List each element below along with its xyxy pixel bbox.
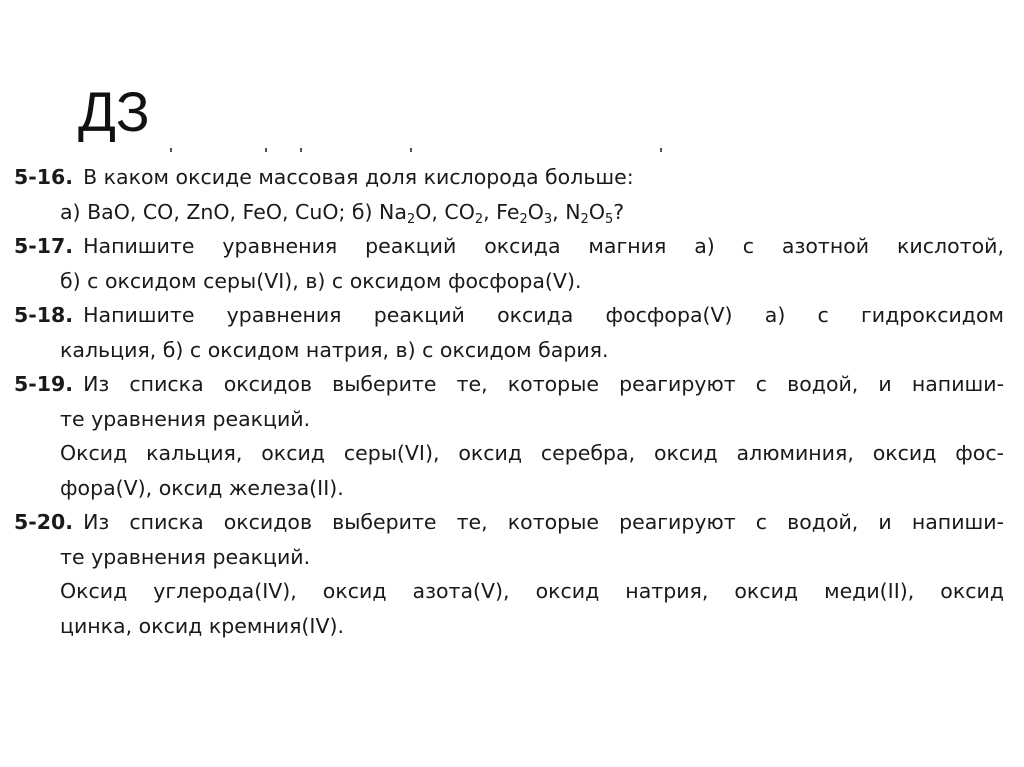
task-5-16 (14, 160, 1004, 229)
formula-part: , N (552, 199, 581, 224)
task-number: 5-20. (14, 510, 74, 534)
formula-subscript: 2 (519, 211, 528, 227)
task-line (14, 298, 1004, 333)
task-text: В каком оксиде массовая доля кислорода больше: (83, 165, 634, 189)
task-line: Оксид кальция, оксид серы(VI), оксид серебра, оксид алюминия, оксид фос- (60, 441, 1004, 465)
formula-subscript: 2 (474, 211, 484, 227)
formula-part: ? (613, 199, 625, 224)
task-line: Оксид углерода(IV), оксид азота(V), оксид натрия, оксид меди(II), оксид (60, 579, 1004, 603)
task-line: цинка, оксид кремния(IV). (60, 613, 344, 638)
task-text: Из списка оксидов выберите те, которые реагируют с водой, и напиши- (83, 372, 1004, 396)
task-line (14, 160, 1004, 195)
formula-subscript: 2 (580, 211, 589, 227)
task-text: Напишите уравнения реакций оксида магния а) с азотной кислотой, (83, 234, 1004, 258)
formula-line: а) BaO, CO, ZnO, FeO, CuO; б) $Na_2O$, $CO_2$, $Fe_2O_3$, $N_2O_5$? (60, 199, 625, 227)
scan-artifact-dots (170, 148, 690, 154)
formula-part: O (588, 199, 605, 224)
task-number: 5-17. (14, 234, 74, 258)
formula-part: O, CO (415, 199, 475, 224)
task-5-19 (14, 367, 1004, 505)
task-number: 5-16. (14, 165, 74, 189)
task-5-17 (14, 229, 1004, 298)
task-5-18 (14, 298, 1004, 367)
formula-part: , Fe (483, 199, 520, 224)
task-5-20 (14, 505, 1004, 643)
homework-text (14, 160, 1004, 643)
task-line: фора(V), оксид железа(II). (60, 475, 344, 500)
formula-subscript: 3 (543, 211, 553, 227)
task-line (14, 367, 1004, 402)
task-line: те уравнения реакций. (60, 406, 311, 431)
task-line: б) с оксидом серы(VI), в) с оксидом фосфора(V). (60, 268, 582, 293)
task-line (14, 229, 1004, 264)
task-line (14, 505, 1004, 540)
formula-part: Na (379, 199, 407, 224)
task-text: Напишите уравнения реакций оксида фосфора(V) а) с гидроксидом (83, 303, 1004, 327)
task-number: 5-19. (14, 372, 74, 396)
formula-part: O (527, 199, 544, 224)
task-number: 5-18. (14, 303, 74, 327)
task-line: кальция, б) с оксидом натрия, в) с оксидом бария. (60, 337, 609, 362)
formula-subscript: 5 (604, 211, 614, 227)
task-text: Из списка оксидов выберите те, которые реагируют с водой, и напиши- (83, 510, 1004, 534)
slide-title: ДЗ (78, 80, 150, 143)
task-line: те уравнения реакций. (60, 544, 311, 569)
formula-subscript: 2 (406, 211, 416, 227)
